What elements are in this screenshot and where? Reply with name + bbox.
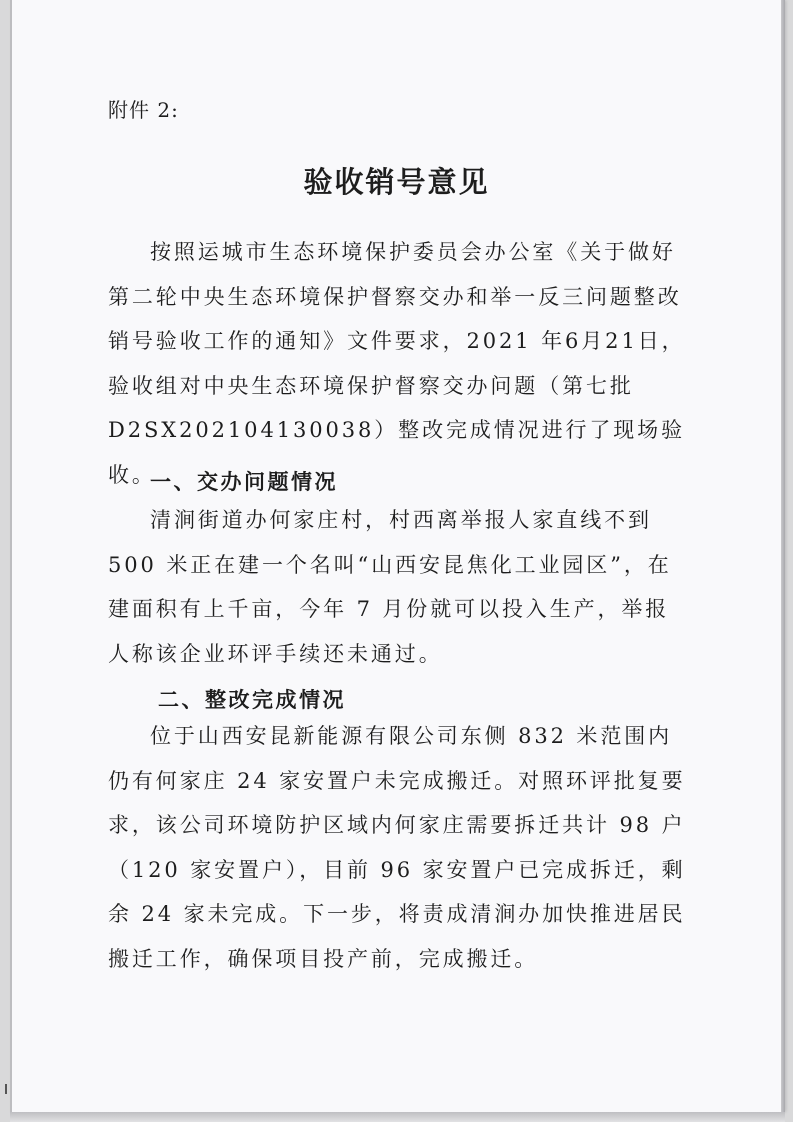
section-heading-1: 一、交办问题情况 — [150, 470, 338, 494]
section1-text: 清涧街道办何家庄村，村西离举报人家直线不到 500 米正在建一个名叫“山西安昆焦化工业园区”，在建面积有上千亩，今年 7 月份就可以投入生产，举报人称该企业环评手续还未通过。 — [108, 508, 672, 666]
scan-mark — [5, 1084, 7, 1094]
section-heading-2: 二、整改完成情况 — [158, 688, 346, 712]
attachment-label: 附件 2: — [108, 98, 179, 122]
page-edge-shadow-bottom — [10, 1112, 785, 1122]
intro-paragraph — [108, 230, 688, 497]
document-title: 验收销号意见 — [303, 165, 490, 199]
section2-text: 位于山西安昆新能源有限公司东侧 832 米范围内仍有何家庄 24 家安置户未完成搬迁。对照环评批复要求，该公司环境防护区域内何家庄需要拆迁共计 98 户（120 家安置户），目前 96 家安置户已完成拆迁，剩余 24 家未完成。下一步，将责成清涧办加快推进居民搬迁工作，确保项目投产前，完成搬迁。 — [108, 724, 686, 971]
section1-paragraph — [108, 498, 688, 676]
section2-paragraph — [108, 714, 688, 981]
intro-text: 按照运城市生态环境保护委员会办公室《关于做好第二轮中央生态环境保护督察交办和举一反三问题整改销号验收工作的通知》文件要求，2021 年6月21日，验收组对中央生态环境保护督察交办问题（第七批 D2SX202104130038）整改完成情况进行了现场验收。 — [108, 240, 686, 487]
